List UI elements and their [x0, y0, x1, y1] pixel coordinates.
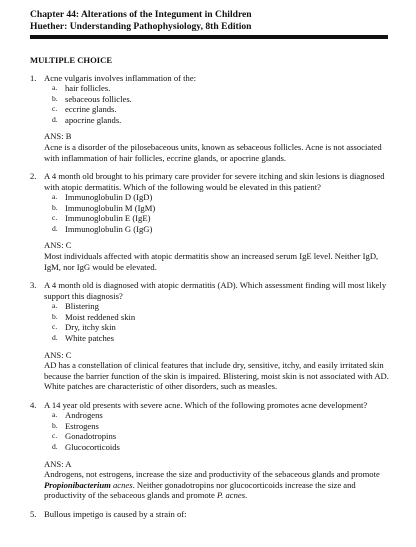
- option-letter: b.: [52, 202, 58, 212]
- option-list: [30, 410, 390, 452]
- option-d: [52, 115, 390, 126]
- option-b: [52, 312, 390, 323]
- question-number: 5.: [30, 508, 37, 519]
- option-b: [52, 421, 390, 432]
- rationale-text: . Neither gonadotropins nor glucocorticoids increase the size and productivity of the sebaceous glands and promote: [44, 479, 356, 501]
- option-c: [52, 431, 390, 442]
- organism-species: acnes: [110, 479, 133, 490]
- option-letter: d.: [52, 332, 58, 342]
- question-stem: [30, 171, 390, 192]
- question-stem: [30, 73, 390, 84]
- option-text: Blistering: [65, 301, 99, 312]
- answer-label: ANS: B: [44, 131, 72, 142]
- option-letter: a.: [52, 192, 58, 202]
- question-number: 2.: [30, 171, 37, 182]
- option-letter: a.: [52, 301, 58, 311]
- section-title: MULTIPLE CHOICE: [30, 55, 113, 65]
- question-2: [30, 171, 390, 272]
- option-text: eccrine glands.: [65, 104, 117, 115]
- answer-label: ANS: C: [44, 240, 72, 251]
- question-text: A 4 month old is diagnosed with atopic dermatitis (AD). Which assessment finding will most likely support this diagnosis?: [44, 280, 387, 301]
- question-number: 3.: [30, 280, 37, 291]
- option-b: [52, 94, 390, 105]
- book-title: Huether: Understanding Pathophysiology, 8th Edition: [30, 20, 252, 32]
- option-text: Immunoglobulin E (IgE): [65, 213, 151, 224]
- option-letter: c.: [52, 431, 58, 441]
- option-text: Immunoglobulin M (IgM): [65, 202, 156, 213]
- answer-block: [30, 131, 390, 163]
- option-a: [52, 83, 390, 94]
- option-text: Estrogens: [65, 420, 99, 431]
- option-b: [52, 203, 390, 214]
- question-1: [30, 73, 390, 164]
- option-text: Glucocorticoids: [65, 442, 120, 452]
- option-text: hair follicles.: [65, 83, 111, 94]
- option-text: Dry, itchy skin: [65, 322, 116, 333]
- question-stem: [30, 509, 390, 520]
- question-5: [30, 509, 390, 520]
- answer-label: ANS: A: [44, 458, 72, 469]
- option-letter: a.: [52, 83, 58, 93]
- document-header: [30, 9, 396, 32]
- question-text: A 14 year old presents with severe acne. Which of the following promotes acne development?: [44, 399, 368, 410]
- answer-block: [30, 459, 390, 501]
- option-a: [52, 301, 390, 312]
- rationale-text: .: [245, 490, 248, 501]
- option-letter: a.: [52, 410, 58, 420]
- question-text: Bullous impetigo is caused by a strain of:: [44, 508, 187, 519]
- option-d: [52, 333, 390, 344]
- answer-block: [30, 240, 390, 272]
- answer-rationale: Most individuals affected with atopic dermatitis show an increased serum IgE level. Neither IgD, IgM, nor IgG would be elevated.: [44, 251, 379, 272]
- option-list: [30, 192, 390, 234]
- organism-abbrev: P. acnes: [217, 490, 246, 501]
- rationale-text: Androgens, not estrogens, increase the size and productivity of the sebaceous glands and promote: [44, 469, 380, 480]
- option-letter: b.: [52, 93, 58, 103]
- question-4: [30, 400, 390, 501]
- option-c: [52, 213, 390, 224]
- option-c: [52, 104, 390, 115]
- option-letter: c.: [52, 213, 58, 223]
- option-text: sebaceous follicles.: [65, 93, 132, 104]
- answer-rationale: AD has a constellation of clinical features that include dry, sensitive, itchy, and easily irritated skin because the barrier function of the skin is impaired. Blistering, moist skin is not associated with AD. White patches are characteristic of other disorders, such as measles.: [44, 360, 389, 392]
- option-letter: b.: [52, 420, 58, 430]
- option-d: [52, 224, 390, 235]
- option-text: apocrine glands.: [65, 114, 122, 125]
- chapter-title: Chapter 44: Alterations of the Integument in Children: [30, 9, 252, 20]
- option-letter: d.: [52, 223, 58, 233]
- option-a: [52, 192, 390, 203]
- answer-rationale: [44, 469, 390, 501]
- option-list: [30, 301, 390, 343]
- option-list: [30, 83, 390, 125]
- answer-rationale: Acne is a disorder of the pilosebaceous units, known as sebaceous follicles. Acne is not associated with inflammation of hair follicles, eccrine glands, or apocrine glands.: [44, 141, 382, 163]
- question-text: A 4 month old brought to his primary care provider for severe itching and skin lesions is diagnosed with atopic dermatitis. Which of the following would be elevated in this patient?: [44, 171, 385, 192]
- option-d: [52, 442, 390, 453]
- organism-genus: Propionibacterium: [44, 479, 111, 490]
- option-letter: c.: [52, 322, 58, 332]
- question-content: [30, 55, 390, 527]
- option-text: Androgens: [65, 410, 103, 421]
- option-letter: d.: [52, 114, 58, 124]
- option-text: Gonadotropins: [65, 431, 117, 442]
- option-text: Moist reddened skin: [65, 311, 136, 322]
- question-text: Acne vulgaris involves inflammation of the:: [44, 72, 197, 83]
- answer-block: [30, 350, 390, 392]
- question-number: 1.: [30, 72, 37, 83]
- option-letter: d.: [52, 442, 58, 451]
- question-3: [30, 280, 390, 392]
- option-letter: b.: [52, 311, 58, 321]
- question-stem: [30, 280, 390, 301]
- option-a: [52, 410, 390, 421]
- option-text: Immunoglobulin G (IgG): [65, 223, 153, 234]
- answer-label: ANS: C: [44, 349, 72, 360]
- option-c: [52, 322, 390, 333]
- question-stem: [30, 400, 390, 411]
- option-text: White patches: [65, 332, 114, 343]
- option-text: Immunoglobulin D (IgD): [65, 192, 153, 203]
- question-number: 4.: [30, 399, 37, 410]
- header-rule: [30, 35, 388, 39]
- option-letter: c.: [52, 104, 58, 114]
